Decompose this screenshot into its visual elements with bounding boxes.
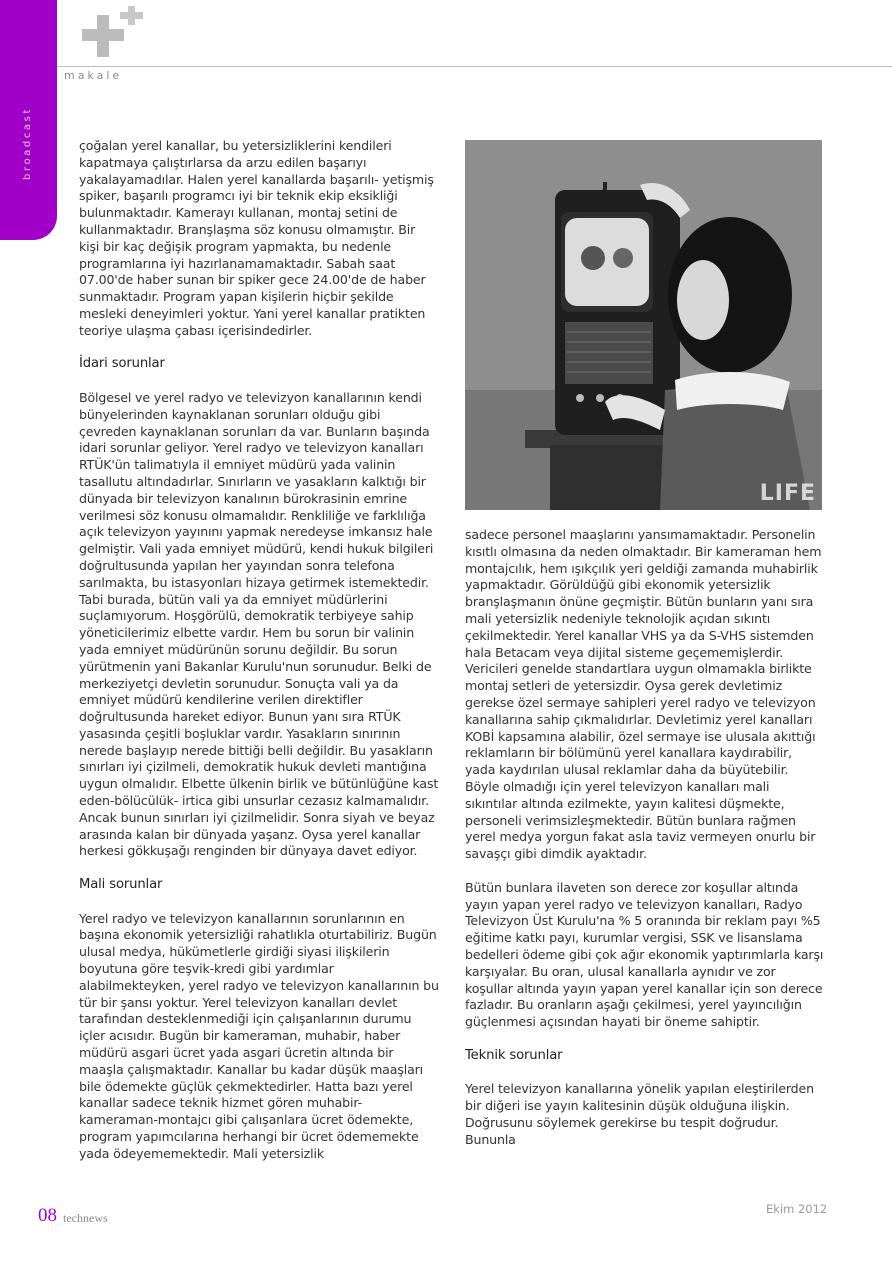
section-side-tab [0,0,57,240]
magazine-brand: technews [63,1211,108,1225]
header-rule [57,66,892,67]
photo-illustration [465,140,822,510]
right-column [465,527,825,1148]
side-tab-label: broadcast [22,107,33,180]
page-number: 08 [38,1205,57,1226]
paragraph-mali: Yerel radyo ve televizyon kanallarının sorunlarının en başına ekonomik yetersizliği rahatlıkla oturtabiliriz. Bugün ulusal medya, hükümetlerle girdiği siyasi ilişkilerin boyutuna göre teşvik-kredi gibi yardımlar alabilmekteyken, yerel radyo ve televizyon kanallarının bu tür bir şansı yoktur. Yerel televizyon kanalları devlet tarafından desteklenmediği için çalışanlarının durumu içler acısıdır. Bugün bir kameraman, muhabir, haber müdürü asgari ücret yada asgari ücretin altında bir maaşla çalışmaktadır. Kanallar bu kadar düşük maaşları bile ödemekte güçlük çekmektedirler. Hatta bazı yerel kanallar sadece teknik hizmet gören muhabir-kameraman-montajcı gibi çalışanlara ücret ödemekte, program yapımcılarına herhangi bir ücret ödememekte yada ödeyememektedir. Mali yetersizlik [79,910,439,1161]
paragraph-rtuk-payi: Bütün bunlara ilaveten son derece zor koşullar altında yayın yapan yerel radyo ve televizyon kanalları, Radyo Televizyon Üst Kurulu'na % 5 oranında bir reklam payı %5 eğitime katkı payı, kurumlar vergisi, SSK ve lisanslama bedelleri ödeme gibi çok ağır ekonomik yaptırımlarla karşı karşıyalar. Bu oran, ulusal kanallarla aynıdır ve zor koşullar altında yayın yapan yerel kanallar için son derece fazladır. Bu oranların aşağı çekilmesi, yerel yayıncılığın güçlenmesi açısından hayati bir öneme sahiptir. [465,879,824,1030]
plus-logo-icon [82,6,144,58]
life-watermark: LIFE [759,481,816,506]
heading-mali-sorunlar: Mali sorunlar [79,877,163,893]
paragraph-mali-continued: sadece personel maaşlarını yansımamaktadır. Personelin kısıtlı olmasına da neden olmaktadır. Bir kameraman hem montajcılık, hem ışıkçılık yeri geldiği zamanda muhabirlik yapmaktadır. Görüldüğü gibi ekonomik yetersizlik branşlaşmanın önüne geçmiştir. Bütün bunların yanı sıra mali yetersizlik nedeniyle teknolojik açıdan sıkıntı çekilmektedir. Yerel kanallar VHS ya da S-VHS sistemden hala Betacam veya dijital sisteme geçememişlerdir. Vericileri genelde standartlara uygun olmamakla birlikte montaj setleri de yetersizdir. Oysa gerek devletimiz gerekse özel sermaye sahipleri yerel radyo ve televizyon kanallarına sahip çıkmalıdırlar. Devletimiz yerel kanalları KOBİ kapsamına alabilir, özel sermaye ise ulusala akıttığı reklamların bir bölümünü yerel kanallara kaydırabilir, yada kaydırılan ulusal reklamlar daha da büyütebilir. Böyle olmadığı için yerel televizyon kanalları mali sıkıntılar altında ezilmekte, yayın kalitesi düşmekte, personeli verimsizleşmektedir. Bütün bunlara rağmen yerel medya yorgun fakat asla taviz vermeyen onurlu bir savaşçı gibi dimdik ayaktadır. [465,527,822,862]
left-column [79,138,439,1163]
intro-paragraph: çoğalan yerel kanallar, bu yetersizliklerini kendileri kapatmaya çalıştırlarsa da arzu edilen başarıyı yakalayamadılar. Halen yerel kanallarda başarılı- yetişmiş spiker, başarılı programcı iyi bir teknik ekip eksikliği bulunmaktadır. Kamerayı kullanan, montaj setini de kullanmaktadır. Branşlaşma söz konusu olmamıştır. Bir kişi bir kaç değişik program yapmakta, bu nedenle programlarına iyi hazırlanamamaktadır. Sabah saat 07.00'de haber sunan bir spiker gece 24.00'de de haber sunmaktadır. Program yapan kişilerin hiçbir şekilde mesleki deneyimleri yoktur. Yani yerel kanallar pratikten teoriye ulaşma çabası içerisindedirler. [79,138,434,338]
paragraph-teknik: Yerel televizyon kanallarına yönelik yapılan eleştirilerden bir diğeri ise yayın kalitesinin düşük olduğuna ilişkin. Doğrusunu söylemek gerekirse bu tespit doğrudur. Bununla [465,1081,814,1147]
heading-idari-sorunlar: İdari sorunlar [79,356,165,372]
issue-date: Ekim 2012 [766,1202,828,1216]
section-label: makale [64,69,123,82]
vintage-tv-photo [465,140,822,510]
heading-teknik-sorunlar: Teknik sorunlar [465,1047,563,1063]
paragraph-idari: Bölgesel ve yerel radyo ve televizyon kanallarının kendi bünyelerinden kaynaklanan sorunları olduğu gibi çevreden kaynaklanan sorunları da var. Bunların başında idari sorunlar geliyor. Yerel radyo ve televizyon kanalları RTÜK'ün talimatıyla il emniyet müdürü yada valinin tasallutu altındadırlar. Sınırların ve yasakların kalktığı bir dünyada bir televizyon kanalının bürokrasinin emrine verilmesi söz konusu olmamalıdır. Renkliliğe ve farklılığa açık televizyon yayınını yapmak neredeyse imkansız hale gelmiştir. Vali yada emniyet müdürü, kendi hukuk bilgileri doğrultusunda yapılan her yayından sonra telefona sarılmakta, bu istasyonları hizaya getirmek istemektedir. Tabi burada, bütün vali ya da emniyet müdürlerini suçlamıyorum. Hoşgörülü, demokratik terbiyeye sahip yöneticilerimiz elbette vardır. Hem bu sorun bir valinin yada emniyet müdürünün sorunu değildir. Bu sorun yürütmenin yani Bakanlar Kurulu'nun sorunudur. Belki de merkeziyetçi devletin sorunudur. Sonuçta vali ya da emniyet müdürü kendilerine verilen direktifler doğrultusunda hareket ediyor. Bunun yanı sıra RTÜK yasasında çeşitli boşluklar vardır. Yasakların sınırının nerede başlayıp nerede bittiği belli değildir. Bu yasakların sınırları iyi çizilmeli, demokratik hukuk devleti mantığına uygun olmalıdır. Elbette ülkenin birlik ve bütünlüğüne kast eden-bölücülük- irtica gibi unsurlar cezasız kalmamalıdır. Ancak bunun sınırları iyi çizilmelidir. Sonra siyah ve beyaz arasında kalan bir dünyada yaşanz. Oysa yerel kanallar herkesi gökkuşağı renginden bir dünyaya davet ediyor. [79,389,439,859]
